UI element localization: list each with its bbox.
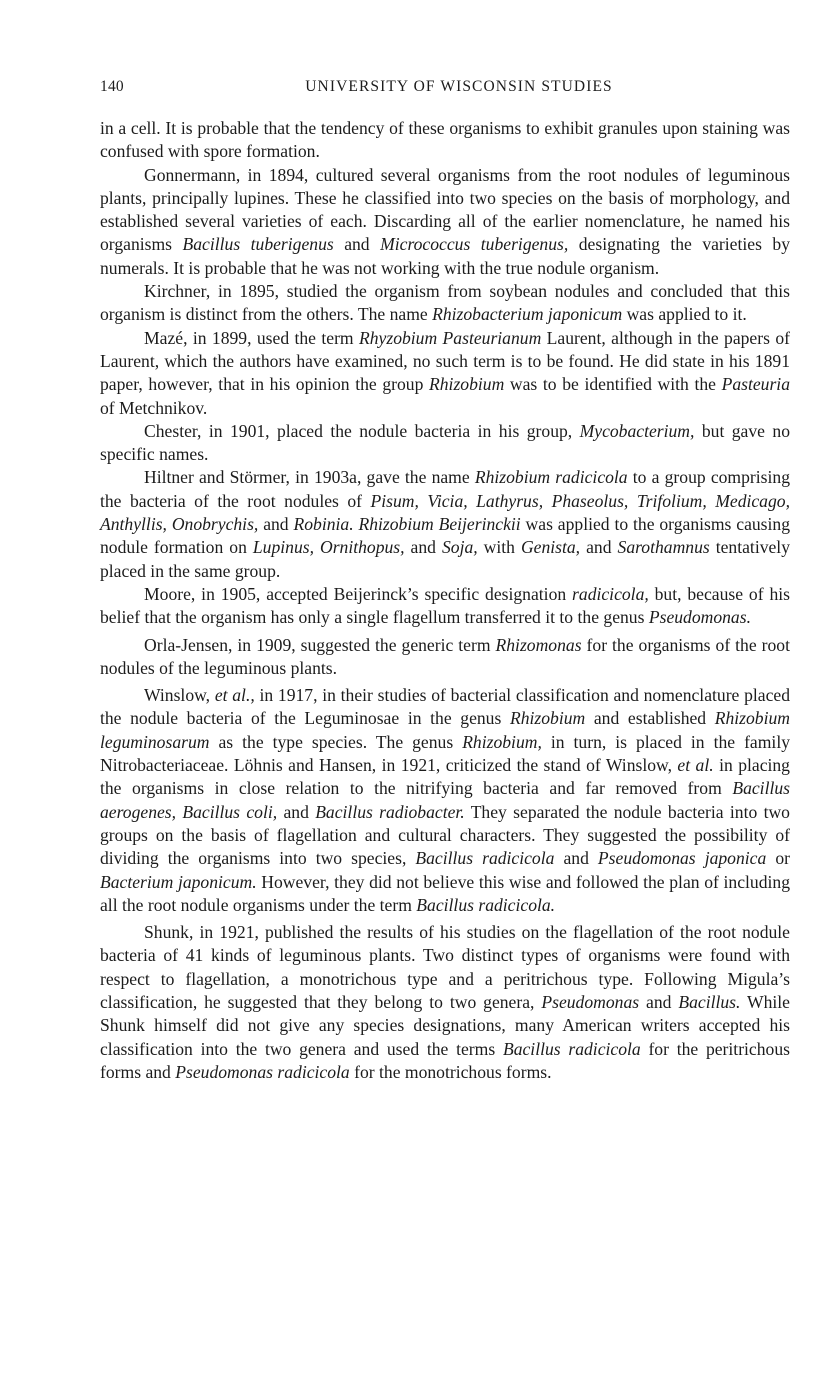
text-run: Chester, in 1901, placed the nodule bacteria in his group,: [144, 420, 580, 441]
italic-text-run: Rhizobium: [429, 374, 505, 395]
italic-text-run: radicicola,: [572, 583, 649, 604]
italic-text-run: Bacillus radicicola.: [416, 894, 556, 915]
text-run: However, they did not believe this wise and followed the plan of including all the root nodule organisms under the term: [100, 871, 790, 915]
italic-text-run: Pseudomonas japonica: [597, 848, 767, 869]
italic-text-run: Bacillus radiobacter.: [315, 801, 465, 822]
text-run: Winslow,: [144, 685, 215, 706]
text-run: and: [333, 234, 381, 255]
text-run: Shunk, in 1921, published the results of his studies on the flagellation of the root nodule bacteria of 41 kinds of leguminous plants. Two distinct types of organisms were found with respect to flagellation, a monotrichous type and a peritrichous type. Following Migula’s classification, he suggested that they belong to two genera,: [100, 922, 790, 1012]
italic-text-run: Rhyzobium Pasteurianum: [359, 327, 542, 348]
text-run: Gonnermann, in 1894, cultured several organisms from the root nodules of leguminous plants, principally lupines. These he classified into two species on the basis of morphology, and established several varieties of each. Discarding all of the earlier nomenclature, he named his organisms: [100, 164, 790, 255]
italic-text-run: Bacillus tuberigenus: [182, 234, 334, 255]
running-head: UNIVERSITY OF WISCONSIN STUDIES: [305, 78, 613, 95]
italic-text-run: Bacterium japonicum.: [100, 871, 257, 892]
text-run: for the organisms of the root nodules of the leguminous plants.: [100, 634, 790, 678]
paragraph-orla-jensen: [100, 634, 790, 681]
text-run: and: [277, 801, 316, 822]
text-run: but, because of his belief that the organism has only a single flagellum transferred it to the genus: [100, 583, 790, 628]
italic-text-run: Lupinus, Ornithopus,: [252, 537, 405, 558]
italic-text-run: Pasteuria: [721, 374, 790, 395]
text-run: Laurent, although in the papers of Laurent, which the authors have examined, no such term is to be found. He did state in his 1891 paper, however, that in his opinion the group: [100, 327, 790, 395]
italic-text-run: Rhizobium: [509, 708, 586, 729]
italic-text-run: Rhizobium radicicola: [474, 467, 628, 488]
italic-text-run: Genista,: [520, 537, 581, 558]
italic-text-run: Robinia. Rhizobium Beijerinckii: [293, 514, 521, 535]
paragraph-winslow: [100, 684, 790, 917]
text-run: was applied to it.: [622, 304, 747, 325]
italic-text-run: Bacillus.: [678, 991, 741, 1012]
paragraph-kirchner: [100, 280, 790, 327]
italic-text-run: Pseudomonas radicicola: [175, 1061, 350, 1082]
paragraph-maze: [100, 327, 790, 420]
italic-text-run: et al.: [677, 755, 714, 776]
paragraph-shunk: [100, 921, 790, 1084]
text-run: of Metchnikov.: [100, 397, 208, 418]
paragraph-gonnermann: [100, 164, 790, 280]
italic-text-run: Bacillus radicicola: [502, 1038, 641, 1059]
italic-text-run: Pseudomonas: [541, 991, 640, 1012]
text-run: Moore, in 1905, accepted Beijerinck’s specific designation: [144, 583, 573, 604]
text-run: was applied to the organisms causing nodule formation on: [100, 514, 791, 558]
text-run: and: [258, 514, 294, 535]
italic-text-run: Rhizobium leguminosarum: [100, 708, 790, 752]
text-run: tentatively placed in the same group.: [100, 537, 790, 581]
text-run: as the type species. The genus: [209, 731, 463, 752]
italic-text-run: Pisum, Vicia, Lathyrus, Phaseolus, Trifolium, Medicago, Anthyllis, Onobrychis,: [100, 490, 790, 535]
italic-text-run: Bacillus radicicola: [415, 848, 555, 869]
italic-text-run: Bacillus aerogenes, Bacillus coli,: [100, 778, 790, 822]
italic-text-run: Mycobacterium,: [579, 420, 695, 441]
italic-text-run: Sarothamnus: [617, 537, 710, 558]
italic-text-run: Rhizobacterium japonicum: [432, 304, 623, 325]
text-run: and: [639, 991, 679, 1012]
italic-text-run: Soja,: [441, 537, 478, 558]
text-run: and established: [585, 708, 715, 729]
text-run: for the peritrichous forms and: [100, 1038, 790, 1082]
italic-text-run: et al.,: [214, 685, 255, 706]
text-run: to a group comprising the bacteria of the root nodules of: [100, 467, 790, 511]
text-run: for the monotrichous forms.: [349, 1061, 552, 1082]
text-run: and: [554, 848, 598, 869]
paragraph-chester: [100, 420, 790, 467]
italic-text-run: Rhizobium,: [462, 731, 542, 752]
text-run: designating the varieties by numerals. It is probable that he was not working with the true nodule organism.: [100, 234, 790, 278]
text-run: Kirchner, in 1895, studied the organism from soybean nodules and concluded that this organism is distinct from the others. The name: [100, 281, 790, 325]
italic-text-run: Pseudomonas.: [648, 607, 751, 628]
text-run: in 1917, in their studies of bacterial classification and nomenclature placed the nodule bacteria of the Leguminosae in the genus: [100, 685, 791, 729]
text-run: with: [477, 537, 521, 558]
page-number: 140: [100, 78, 124, 95]
page-header: [100, 78, 790, 102]
text-run: in a cell. It is probable that the tendency of these organisms to exhibit granules upon staining was confused with spore formation.: [100, 118, 790, 162]
text-run: While Shunk himself did not give any species designations, many American writers accepted his classification into the two genera and used the terms: [100, 991, 790, 1059]
italic-text-run: Micrococcus tuberigenus,: [380, 234, 569, 255]
text-run: in turn, is placed in the family Nitrobacteriaceae. Löhnis and Hansen, in 1921, criticized the stand of Winslow,: [100, 731, 791, 776]
text-run: Orla-Jensen, in 1909, suggested the generic term: [144, 634, 496, 655]
text-run: but gave no specific names.: [100, 420, 790, 465]
paragraph-hiltner-stormer: [100, 466, 790, 582]
text-run: and: [580, 537, 618, 558]
text-run: They separated the nodule bacteria into two groups on the basis of flagellation and cultural characters. They suggested the possibility of dividing the organisms into two species,: [100, 801, 790, 869]
text-run: Mazé, in 1899, used the term: [144, 327, 359, 348]
text-run: Hiltner and Störmer, in 1903a, gave the name: [144, 467, 475, 488]
text-run: was to be identified with the: [504, 374, 722, 395]
italic-text-run: Rhizomonas: [495, 634, 582, 655]
text-run: or: [766, 848, 790, 869]
paragraph-moore: [100, 583, 790, 630]
text-run: in placing the organisms in close relation to the nitrifying bacteria and far removed from: [100, 755, 790, 799]
paragraph-continuation: [100, 117, 790, 164]
body-text: [100, 117, 790, 1084]
text-run: and: [404, 537, 442, 558]
